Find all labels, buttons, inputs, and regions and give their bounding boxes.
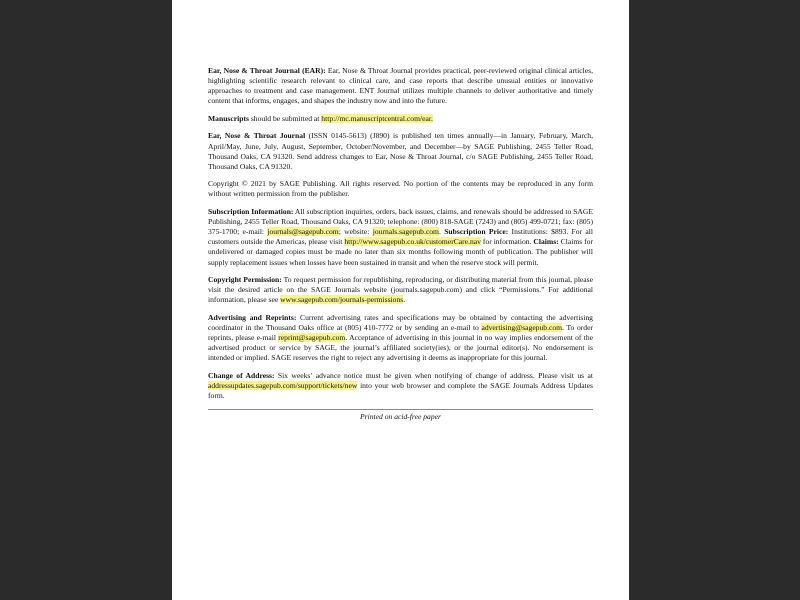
page-content — [208, 66, 593, 422]
journals-email-link[interactable]: journals@sagepub.com — [267, 227, 339, 237]
journals-website-link[interactable]: journals.sagepub.com — [372, 227, 439, 237]
paragraph-journal-description: Ear, Nose & Throat Journal (EAR): Ear, Nose & Throat Journal provides practical, peer-reviewed original clinical articles, highlighting scientific research relevant to clinical care, and case reports that describe unusual entities or innovative approaches to treatment and case management. ENT Journal utilizes multiple channels to deliver authoritative and timely content that informs, engages, and shapes the industry now and into the future. — [208, 66, 593, 106]
paragraph-manuscripts: Manuscripts should be submitted at http://mc.manuscriptcentral.com/ear. — [208, 113, 433, 123]
heading-copyright-permission: Copyright Permission: — [208, 275, 282, 285]
heading-subscription-price: Subscription Price: — [444, 227, 509, 237]
heading-change-of-address: Change of Address: — [208, 370, 275, 380]
paragraph-change-of-address: Change of Address: Six weeks’ advance notice must be given when notifying of change of address. Please visit us at addressupdates.sagepub.com/support/tickets/new into your web browser and complete the SAGE Journals Address Updates form. — [208, 370, 593, 401]
heading-advertising: Advertising and Reprints: — [208, 312, 297, 322]
permissions-link[interactable]: www.sagepub.com/journals-permissions — [280, 295, 404, 305]
reprint-email-link[interactable]: reprint@sagepub.com — [278, 333, 346, 343]
paragraph-copyright-permission: Copyright Permission: To request permission for republishing, reproducing, or distributing material from this journal, please visit the desired article on the SAGE Journals website (journals.sagepub.com) and click “Permissions.” For additional information, please see www.sagepub.com/journals-permissions. — [208, 275, 593, 305]
document-page — [172, 0, 629, 600]
paragraph-publication-info: Ear, Nose & Throat Journal (ISSN 0145-5613) (J890) is published ten times annually—in January, February, March, April/May, June, July, August, September, October/November, and December—by SAGE Publishing, 2455 Teller Road, Thousand Oaks, CA 91320. Send address changes to Ear, Nose & Throat Journal, c/o SAGE Publishing, 2455 Teller Road, Thousand Oaks, CA 91320. — [208, 131, 593, 171]
manuscript-link[interactable]: http://mc.manuscriptcentral.com/ear. — [321, 113, 433, 123]
paragraph-copyright: Copyright © 2021 by SAGE Publishing. All rights reserved. No portion of the contents may be reproduced in any form without written permission from the publisher. — [208, 179, 593, 199]
customer-care-link[interactable]: http://www.sagepub.co.uk/customerCare.nav — [344, 237, 481, 247]
divider — [208, 409, 593, 410]
paragraph-advertising: Advertising and Reprints: Current advertising rates and specifications may be obtained by contacting the advertising coordinator in the Thousand Oaks office at (805) 410-7772 or by sending an e-mail to advertising@sagepub.com. To order reprints, please e-mail reprint@sagepub.com. Acceptance of advertising in this journal in no way implies endorsement of the advertised product or service by SAGE, the journal’s affiliated society(ies), or the journal editor(s). No endorsement is intended or implied. SAGE reserves the right to reject any advertising it deems as inappropriate for this journal. — [208, 312, 593, 363]
heading-claims: Claims: — [533, 237, 559, 247]
footer-note: Printed on acid-free paper — [360, 411, 441, 421]
heading-subscription: Subscription Information: — [208, 207, 294, 217]
advertising-email-link[interactable]: advertising@sagepub.com — [481, 322, 563, 332]
paragraph-subscription: Subscription Information: All subscription inquiries, orders, back issues, claims, and renewals should be addressed to SAGE Publishing, 2455 Teller Road, Thousand Oaks, CA 91320; telephone: (800) 818-SAGE (7243) and (805) 499-0721; fax: (805) 375-1700; e-mail: journals@sagepub.com; website: journals.sagepub.com. Subscription Price: Institutions: $893. For all customers outside the Americas, please visit http://www.sagepub.co.uk/customerCare.nav for information. Claims: Claims for undelivered or damaged copies must be made no later than six months following month of publication. The publisher will supply replacement issues when losses have been sustained in transit and when the reserve stock will permit. — [208, 207, 594, 267]
heading-journal-name: Ear, Nose & Throat Journal — [208, 131, 306, 141]
heading-journal: Ear, Nose & Throat Journal (EAR): — [208, 66, 326, 75]
address-update-link[interactable]: addressupdates.sagepub.com/support/tickets/new — [208, 380, 358, 390]
heading-manuscripts: Manuscripts — [208, 113, 249, 123]
